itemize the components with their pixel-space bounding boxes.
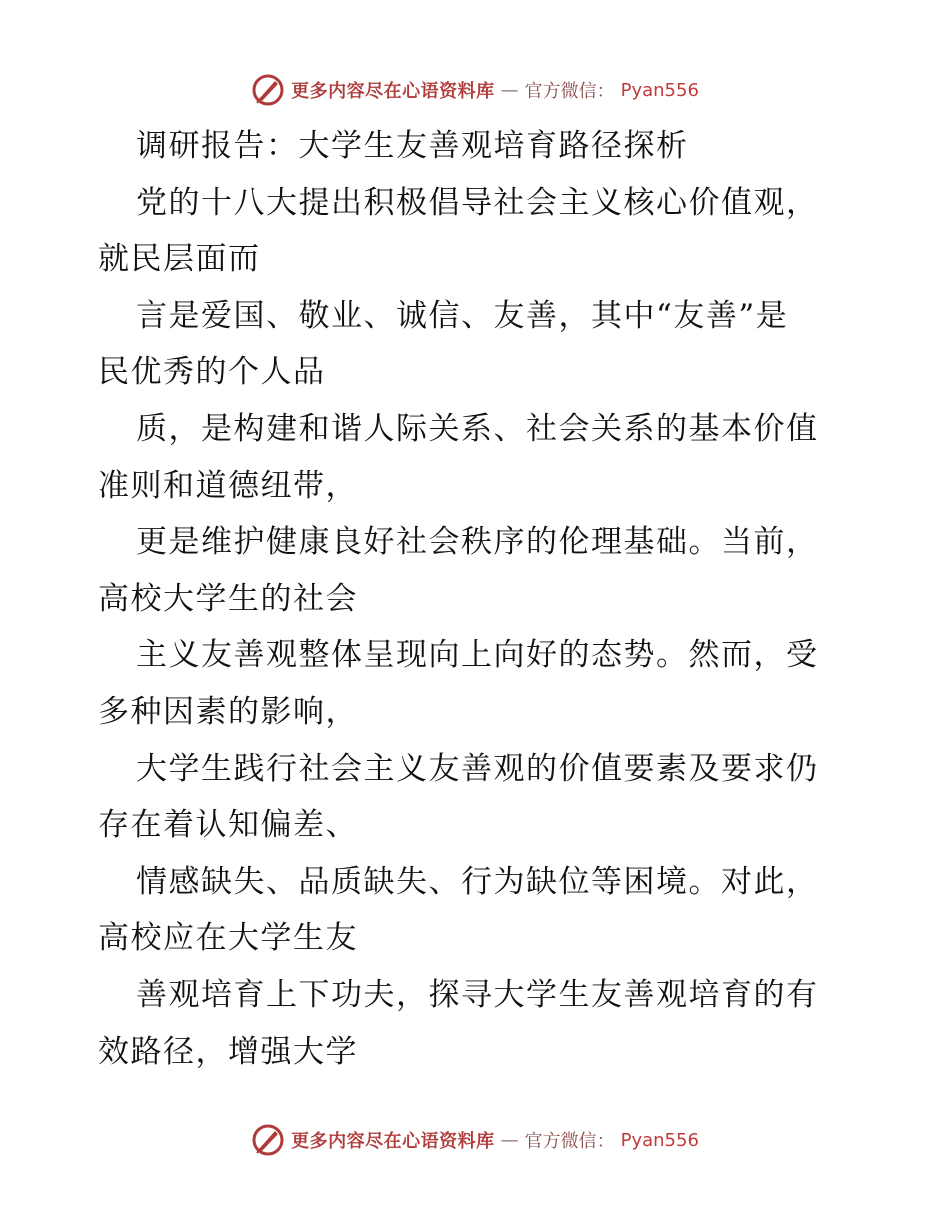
paragraph-line: 多种因素的影响， [98, 693, 358, 730]
paragraph-line: 大学生践行社会主义友善观的价值要素及要求仍 [136, 750, 819, 787]
banner-wechat-id: Pyan556 [620, 79, 699, 101]
quill-circle-logo-icon [251, 73, 285, 107]
paragraph-line: 更是维护健康良好社会秩序的伦理基础。当前， [136, 524, 819, 561]
paragraph-line: 情感缺失、品质缺失、行为缺位等困境。对此， [136, 863, 819, 900]
banner-brand: 更多内容尽在心语资料库 [291, 81, 495, 102]
paragraph-line: 高校大学生的社会 [98, 580, 358, 617]
footer-banner [0, 1120, 950, 1160]
banner-wechat-id: Pyan556 [620, 1129, 699, 1151]
header-banner [0, 70, 950, 110]
banner-separator: — [500, 79, 519, 101]
paragraph-line: 就民层面而 [98, 241, 261, 278]
paragraph-line: 存在着认知偏差、 [98, 807, 358, 844]
paragraph-line: 善观培育上下功夫，探寻大学生友善观培育的有 [136, 976, 819, 1013]
quill-circle-logo-icon [251, 1123, 285, 1157]
document-title: 调研报告：大学生友善观培育路径探析 [136, 128, 689, 164]
paragraph-line: 党的十八大提出积极倡导社会主义核心价值观， [136, 184, 819, 221]
paragraph-line: 效路径，增强大学 [98, 1033, 358, 1070]
paragraph-line: 质，是构建和谐人际关系、社会关系的基本价值 [136, 410, 819, 447]
paragraph-line: 民优秀的个人品 [98, 354, 326, 391]
document-body [98, 118, 858, 1080]
banner-official-label: 官方微信： [524, 81, 615, 102]
paragraph-line: 言是爱国、敬业、诚信、友善，其中“友善”是 [136, 297, 789, 334]
paragraph-line: 主义友善观整体呈现向上向好的态势。然而，受 [136, 637, 819, 674]
banner-separator: — [500, 1129, 519, 1151]
paragraph-line: 高校应在大学生友 [98, 920, 358, 957]
banner-brand: 更多内容尽在心语资料库 [291, 1131, 495, 1152]
paragraph-line: 准则和道德纽带， [98, 467, 358, 504]
banner-official-label: 官方微信： [524, 1131, 615, 1152]
